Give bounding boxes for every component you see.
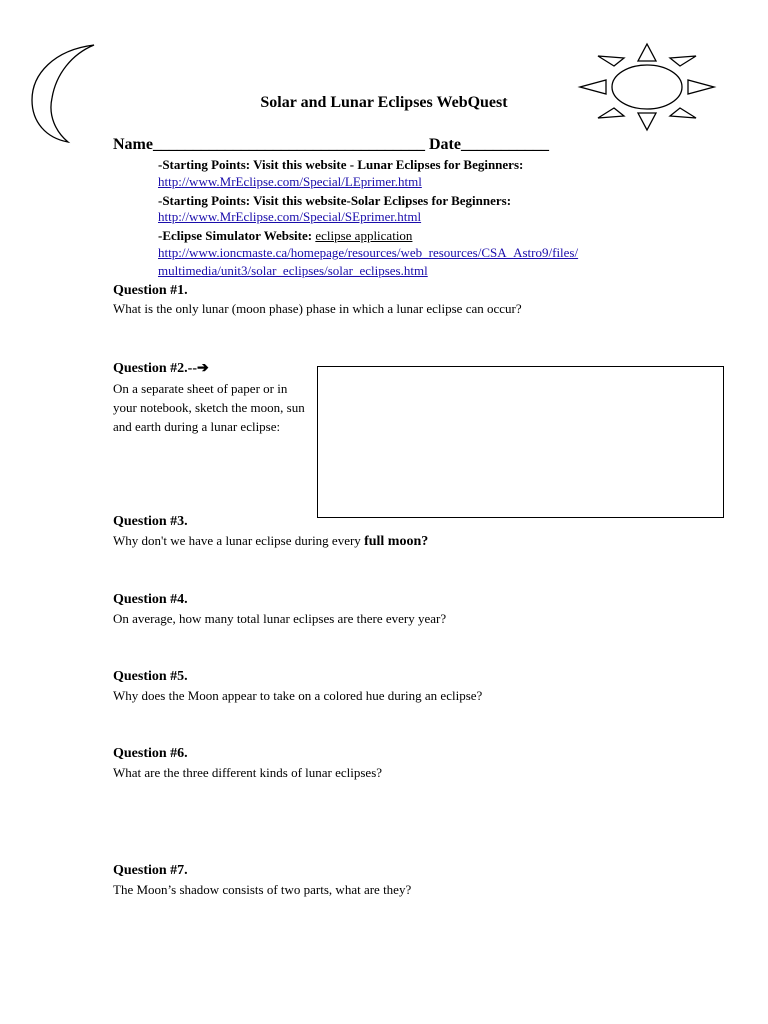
name-blank[interactable]: __________________________________ bbox=[152, 136, 425, 153]
question-7-text: The Moon’s shadow consists of two parts, what are they? bbox=[113, 882, 412, 897]
lunar-primer-link[interactable]: http://www.MrEclipse.com/Special/LEprimer.html bbox=[158, 174, 422, 189]
simulator-url-line1[interactable]: http://www.ioncmaste.ca/homepage/resources/web_resources/CSA_Astro9/files/ bbox=[158, 245, 579, 260]
solar-primer-link[interactable]: http://www.MrEclipse.com/Special/SEprimer.html bbox=[158, 209, 422, 224]
starting-point-solar: -Starting Points: Visit this website-Solar Eclipses for Beginners: bbox=[158, 193, 512, 208]
question-7-heading: Question #7. bbox=[113, 863, 188, 878]
question-3-emphasis: full moon? bbox=[364, 534, 429, 549]
name-label: Name bbox=[113, 136, 153, 153]
question-6-heading: Question #6. bbox=[113, 746, 188, 761]
question-6-text: What are the three different kinds of lunar eclipses? bbox=[113, 765, 383, 780]
starting-point-lunar: -Starting Points: Visit this website - Lunar Eclipses for Beginners: bbox=[158, 157, 524, 172]
question-2-heading bbox=[113, 360, 209, 377]
question-2-label: Question #2.-- bbox=[113, 361, 197, 376]
question-3-body: Why don't we have a lunar eclipse during every bbox=[113, 533, 361, 548]
question-5-heading: Question #5. bbox=[113, 669, 188, 684]
date-label: Date bbox=[428, 136, 461, 153]
question-4-heading: Question #4. bbox=[113, 592, 188, 607]
eclipse-application-link[interactable]: eclipse application bbox=[315, 228, 413, 243]
date-blank[interactable]: ___________ bbox=[460, 136, 549, 153]
question-4-text: On average, how many total lunar eclipses are there every year? bbox=[113, 611, 447, 626]
question-1-text: What is the only lunar (moon phase) phase in which a lunar eclipse can occur? bbox=[113, 301, 522, 316]
right-arrow-icon: ➔ bbox=[197, 361, 209, 376]
page-title: Solar and Lunar Eclipses WebQuest bbox=[260, 94, 508, 111]
sketch-box[interactable] bbox=[317, 366, 724, 518]
simulator-label: -Eclipse Simulator Website: bbox=[158, 228, 313, 243]
question-3-text bbox=[113, 533, 428, 550]
simulator-line bbox=[158, 227, 412, 244]
question-2-text: On a separate sheet of paper or in your notebook, sketch the moon, sun and earth during a lunar eclipse: bbox=[113, 381, 305, 434]
question-1-heading: Question #1. bbox=[113, 283, 188, 298]
name-date-line bbox=[113, 136, 549, 154]
question-3-heading: Question #3. bbox=[113, 514, 188, 529]
simulator-url-line2[interactable]: multimedia/unit3/solar_eclipses/solar_eclipses.html bbox=[158, 263, 428, 278]
question-5-text: Why does the Moon appear to take on a colored hue during an eclipse? bbox=[113, 688, 483, 703]
sun-icon bbox=[576, 42, 718, 132]
